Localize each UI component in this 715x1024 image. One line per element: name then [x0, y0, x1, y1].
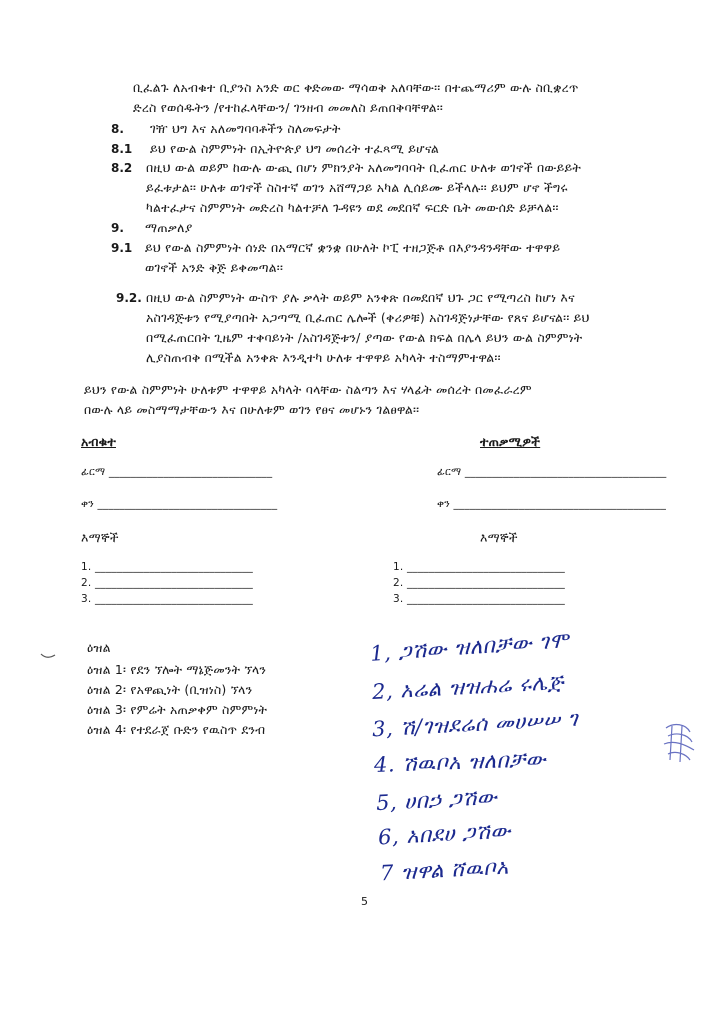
- left-date-line: ቀን _________________________________: [81, 498, 278, 510]
- handwritten-name: 2, አሬል ዝዝሐሬ ሩሌጅ: [371, 669, 565, 705]
- section-9-1-line: ወገኖች አንድ ቅጅ ይቀመጣል፡፡: [145, 260, 284, 275]
- section-9-number: 9.: [111, 221, 124, 235]
- stamp-mark-icon: [660, 720, 698, 764]
- handwritten-name: 3, ሽ/ገዝደሬሰ መሀሠሠ ገ: [371, 706, 579, 742]
- right-witness-line-3: 3. _____________________________: [393, 593, 566, 605]
- handwritten-name: 6, አበደሀ ጋሽው: [377, 818, 512, 850]
- section-9-2-line: ሊያስጠብቅ በሚችል አንቀጽ እንዲተካ ሁለቱ ተዋዋይ አካላት ተስማምተዋል፡፡: [146, 350, 501, 365]
- section-8-number: 8.: [111, 122, 124, 136]
- section-9-2-line: በዚህ ውል ስምምነት ውስጥ ያሉ ቃላት ወይም አንቀጽ በመደበኛ ህጉ ጋር የሚጣረስ ከሆነ እና: [146, 290, 575, 305]
- section-8-1-text: ይህ የውል ስምምነት በኢትዮጵያ ህግ መሰረት ተፈጻሚ ይሆናል: [150, 141, 439, 156]
- closing-line: ይህን የውል ስምምነት ሁለቱም ተዋዋይ አካላት ባላቸው ስልጣን እና ሃላፊት መሰረት በመፈራረም: [84, 382, 532, 397]
- annex-item: ዕዝል 1፡ የደን ኘሎት ማኔጅመንት ኘላን: [87, 662, 267, 677]
- handwritten-name: 1, ጋሽው ዝለበቻው ገሞ: [369, 628, 570, 666]
- handwritten-name: 5, ሀበኃ ጋሽው: [375, 784, 498, 816]
- handwritten-name: 4. ሽዉቦአ ዝለበቻው: [373, 747, 547, 777]
- section-9-heading: ማጠቃለያ: [145, 220, 193, 235]
- right-witness-line-1: 1. _____________________________: [393, 561, 566, 573]
- left-witnesses-label: እማኞች: [81, 530, 119, 545]
- annex-item: ዕዝል 2፡ የአዋጪነት (ቢዝነስ) ኘላን: [87, 682, 253, 697]
- section-8-2-line: ካልተፈታና ስምምነት መድረስ ካልተቻለ ጉዳዩን ወደ መደበኛ ፍርድ ቤት መውሰድ ይቻላል፡፡: [146, 200, 559, 215]
- section-8-2-line: ይፈቱታል፡፡ ሁለቱ ወገኖች ስስተኛ ወገን አሸማጋይ አካል ሊሰይሙ ይችላሉ፡፡ ይህም ሆኖ ችግሩ: [146, 180, 568, 195]
- margin-mark-icon: [40, 652, 56, 660]
- right-date-line: ቀን _______________________________________: [437, 498, 667, 510]
- section-8-2-number: 8.2: [111, 161, 133, 175]
- section-8-2-line: በዚህ ውል ወይም ከውሉ ውጪ በሆነ ምክንያት አለመግባባት ቢፈጠር ሁለቱ ወገኖች በውይይት: [146, 160, 582, 175]
- left-signature-line: ፊርማ ______________________________: [81, 466, 273, 478]
- left-witness-line-1: 1. _____________________________: [81, 561, 254, 573]
- section-9-2-line: በሚፈጠርበት ጊዜም ተቀባይነት /አስገዳጅቱን/ ያጣው የውል ክፍል በሌላ ይህን ውል ስምምነት: [146, 330, 583, 345]
- annex-item: ዕዝል 3፡ የምሬት አጠቃቀም ስምምነት: [87, 702, 268, 717]
- section-9-1-line: ይህ የውል ስምምነት ሰነድ በአማርኛ ቋንቋ በሁለት ኮፒ ተዘጋጅቶ በእያንዳንዳቸው ተዋዋይ: [145, 240, 561, 255]
- left-party-label: አብቁተ: [81, 434, 116, 449]
- right-witness-line-2: 2. _____________________________: [393, 577, 566, 589]
- closing-line: በውሉ ላይ መስማማታቸውን እና በሁለቱም ወገን የፀና መሆኑን ገልፀዋል፡፡: [84, 402, 420, 417]
- left-witness-line-3: 3. _____________________________: [81, 593, 254, 605]
- right-witnesses-label: እማኞች: [480, 530, 518, 545]
- handwritten-name: 7 ዝዋል ሸዉቦአ: [379, 854, 510, 886]
- annex-item: ዕዝል 4፡ የተደራጀ ቡድን የዉስጥ ደንብ: [87, 722, 266, 737]
- right-signature-line: ፊርማ _____________________________________: [437, 466, 667, 478]
- annex-heading: ዕዝል: [87, 640, 111, 655]
- paragraph-line: ድረስ የወሰዱትን /የተከፈላቸውን/ ገንዘብ መመለስ ይጠበቅባቸዋል፡፡: [133, 100, 444, 115]
- section-9-1-number: 9.1: [111, 241, 133, 255]
- right-party-label: ተጠቃሚዎች: [480, 434, 541, 449]
- section-8-1-number: 8.1: [111, 142, 133, 156]
- section-8-heading: ገዥ ህግ እና አለመግባባቶችን ስለመፍታት: [150, 121, 341, 136]
- page-number: 5: [361, 895, 368, 908]
- section-9-2-line: አስገዳጅቱን የሚያጣበት አጋጣሚ ቢፈጠር ሌሎች (ቀሪዎቹ) አስገዳጅነታቸው የጸና ይሆናል፡፡ ይህ: [146, 310, 590, 325]
- section-9-2-number: 9.2.: [116, 291, 142, 305]
- left-witness-line-2: 2. _____________________________: [81, 577, 254, 589]
- paragraph-line: ቢፈልጉ ለአብቁተ ቢያንስ አንድ ወር ቀድመው ማሳወቅ አለባቸው፡፡ በተጨማሪም ውሉ ስቢቋረጥ: [133, 80, 579, 95]
